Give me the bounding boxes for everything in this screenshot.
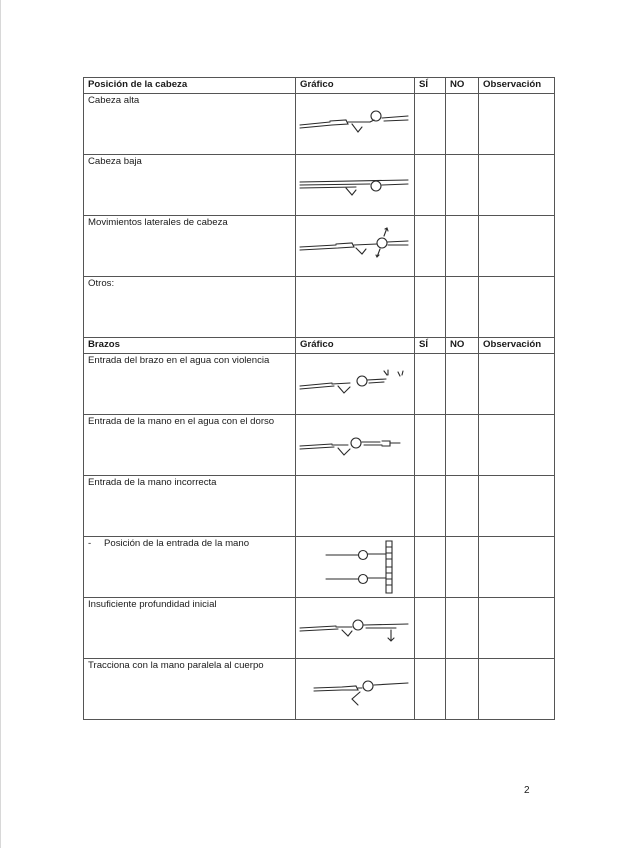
graphic-cell [296, 476, 415, 537]
table-row [84, 155, 555, 216]
graphic-cell [296, 216, 415, 277]
row-label: Tracciona con la mano paralela al cuerpo [84, 659, 296, 720]
evaluation-table [83, 77, 555, 720]
yes-checkbox-cell[interactable] [415, 216, 446, 277]
row-label: Entrada del brazo en el agua con violencia [84, 354, 296, 415]
yes-checkbox-cell[interactable] [415, 537, 446, 598]
no-checkbox-cell[interactable] [446, 598, 479, 659]
row-label: Entrada de la mano incorrecta [84, 476, 296, 537]
table-row [84, 476, 555, 537]
header-criterion: Brazos [84, 338, 296, 354]
row-label-subitem [84, 537, 296, 598]
observation-cell[interactable] [479, 354, 555, 415]
row-label: Cabeza alta [84, 94, 296, 155]
table-row [84, 216, 555, 277]
header-graphic: Gráfico [296, 338, 415, 354]
graphic-cell [296, 94, 415, 155]
header-observation: Observación [479, 78, 555, 94]
no-checkbox-cell[interactable] [446, 415, 479, 476]
table-row [84, 415, 555, 476]
header-graphic: Gráfico [296, 78, 415, 94]
row-label: Cabeza baja [84, 155, 296, 216]
graphic-cell [296, 415, 415, 476]
table-header-arms [84, 338, 555, 354]
swimmer-shallow-depth-icon [296, 598, 415, 658]
yes-checkbox-cell[interactable] [415, 94, 446, 155]
observation-cell[interactable] [479, 277, 555, 338]
table-row [84, 659, 555, 720]
swimmer-hand-back-entry-icon [296, 415, 415, 475]
table-row [84, 277, 555, 338]
list-bullet: - [88, 538, 92, 549]
observation-cell[interactable] [479, 155, 555, 216]
swimmer-head-high-icon [296, 94, 415, 154]
observation-cell[interactable] [479, 598, 555, 659]
no-checkbox-cell[interactable] [446, 659, 479, 720]
table-row [84, 537, 555, 598]
yes-checkbox-cell[interactable] [415, 598, 446, 659]
table-header-head-position [84, 78, 555, 94]
header-yes: SÍ [415, 78, 446, 94]
swimmer-parallel-pull-icon [296, 659, 415, 719]
row-label: Otros: [84, 277, 296, 338]
no-checkbox-cell[interactable] [446, 155, 479, 216]
row-label: Entrada de la mano en el agua con el dorso [84, 415, 296, 476]
yes-checkbox-cell[interactable] [415, 155, 446, 216]
no-checkbox-cell[interactable] [446, 537, 479, 598]
header-observation: Observación [479, 338, 555, 354]
graphic-cell [296, 155, 415, 216]
yes-checkbox-cell[interactable] [415, 659, 446, 720]
header-criterion: Posición de la cabeza [84, 78, 296, 94]
yes-checkbox-cell[interactable] [415, 476, 446, 537]
no-checkbox-cell[interactable] [446, 476, 479, 537]
row-label: Insuficiente profundidad inicial [84, 598, 296, 659]
row-label: Movimientos laterales de cabeza [84, 216, 296, 277]
page-number: 2 [524, 785, 530, 796]
yes-checkbox-cell[interactable] [415, 277, 446, 338]
graphic-cell [296, 277, 415, 338]
observation-cell[interactable] [479, 94, 555, 155]
header-no: NO [446, 338, 479, 354]
table-row [84, 354, 555, 415]
header-no: NO [446, 78, 479, 94]
no-checkbox-cell[interactable] [446, 94, 479, 155]
header-yes: SÍ [415, 338, 446, 354]
observation-cell[interactable] [479, 659, 555, 720]
observation-cell[interactable] [479, 476, 555, 537]
swimmer-head-low-icon [296, 155, 415, 215]
yes-checkbox-cell[interactable] [415, 354, 446, 415]
table-row [84, 94, 555, 155]
graphic-cell [296, 354, 415, 415]
yes-checkbox-cell[interactable] [415, 415, 446, 476]
row-label: Posición de la entrada de la mano [104, 538, 250, 549]
no-checkbox-cell[interactable] [446, 216, 479, 277]
table-row [84, 598, 555, 659]
observation-cell[interactable] [479, 216, 555, 277]
graphic-cell [296, 659, 415, 720]
no-checkbox-cell[interactable] [446, 277, 479, 338]
hand-entry-position-icon [296, 537, 415, 597]
swimmer-splash-entry-icon [296, 354, 415, 414]
observation-cell[interactable] [479, 415, 555, 476]
observation-cell[interactable] [479, 537, 555, 598]
graphic-cell [296, 598, 415, 659]
swimmer-head-lateral-icon [296, 216, 415, 276]
graphic-cell [296, 537, 415, 598]
no-checkbox-cell[interactable] [446, 354, 479, 415]
